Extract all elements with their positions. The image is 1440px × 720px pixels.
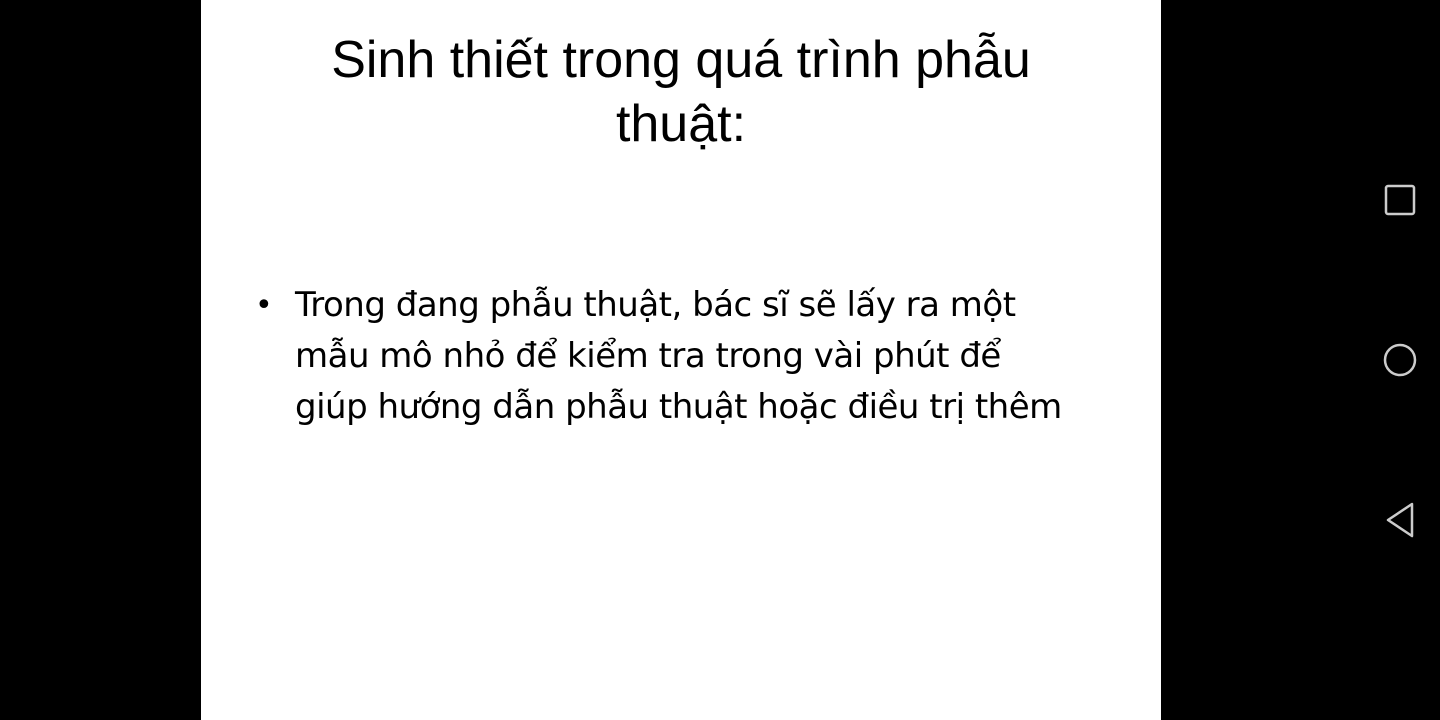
system-navigation-bar	[1360, 0, 1440, 720]
slide-title: Sinh thiết trong quá trình phẫu thuật:	[331, 31, 1031, 153]
triangle-back-icon	[1384, 502, 1416, 538]
recents-button[interactable]	[1376, 176, 1424, 224]
home-button[interactable]	[1376, 336, 1424, 384]
square-icon	[1384, 184, 1416, 216]
slide-bullet-list	[251, 280, 1111, 433]
bullet-item	[251, 280, 1111, 433]
bullet-marker: •	[255, 288, 273, 323]
circle-icon	[1382, 342, 1418, 378]
bullet-text: Trong đang phẫu thuật, bác sĩ sẽ lấy ra một mẫu mô nhỏ để kiểm tra trong vài phút để giúp hướng dẫn phẫu thuật hoặc điều trị thêm	[295, 285, 1062, 427]
presentation-slide[interactable]	[201, 0, 1161, 720]
back-button[interactable]	[1376, 496, 1424, 544]
